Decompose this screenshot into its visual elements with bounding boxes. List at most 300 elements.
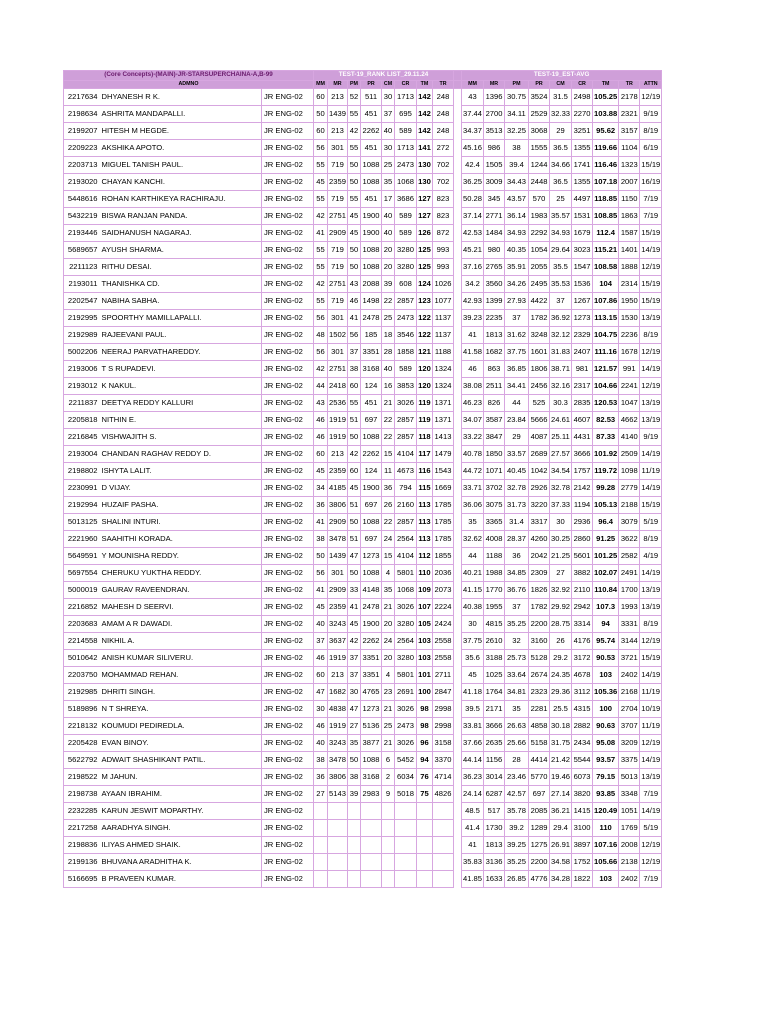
avg-value-cell: 37 bbox=[550, 293, 572, 310]
rank-value-cell: 608 bbox=[395, 276, 417, 293]
rank-value-cell: 60 bbox=[348, 378, 361, 395]
avg-value-cell: 991 bbox=[619, 361, 640, 378]
rank-value-cell: 113 bbox=[417, 514, 433, 531]
table-row bbox=[64, 701, 662, 718]
rank-value-cell: 5801 bbox=[395, 667, 417, 684]
spacer-cell bbox=[454, 803, 462, 820]
avg-value-cell: 15/19 bbox=[640, 497, 662, 514]
rank-value-cell bbox=[433, 837, 454, 854]
rank-value-cell: 2473 bbox=[395, 310, 417, 327]
rank-value-cell: 47 bbox=[348, 701, 361, 718]
rank-value-cell: 3280 bbox=[395, 242, 417, 259]
avg-value-cell: 28.75 bbox=[550, 616, 572, 633]
table-row bbox=[64, 242, 662, 259]
admno-cell: 2214558 bbox=[64, 633, 100, 650]
avg-value-cell: 34.43 bbox=[505, 174, 529, 191]
rank-value-cell: 98 bbox=[417, 718, 433, 735]
table-row bbox=[64, 412, 662, 429]
avg-value-cell: 2835 bbox=[572, 395, 593, 412]
avg-value-cell: 91.25 bbox=[593, 531, 619, 548]
avg-value-cell: 525 bbox=[529, 395, 550, 412]
rank-value-cell: 719 bbox=[328, 293, 348, 310]
avg-value-cell: 33.64 bbox=[505, 667, 529, 684]
rank-value-cell: 35 bbox=[382, 582, 395, 599]
admno-cell: 2198802 bbox=[64, 463, 100, 480]
avg-value-cell: 44 bbox=[505, 395, 529, 412]
spacer-cell bbox=[454, 140, 462, 157]
avg-value-cell: 32.78 bbox=[505, 480, 529, 497]
avg-value-cell: 37.16 bbox=[462, 259, 484, 276]
rank-value-cell: 2262 bbox=[361, 123, 382, 140]
spacer-cell bbox=[454, 412, 462, 429]
section-cell: JR ENG-02 bbox=[262, 735, 314, 752]
avg-value-cell: 40.78 bbox=[462, 446, 484, 463]
avg-value-cell: 986 bbox=[484, 140, 505, 157]
section-cell: JR ENG-02 bbox=[262, 208, 314, 225]
avg-col-header: PM bbox=[505, 81, 529, 89]
avg-value-cell: 1547 bbox=[572, 259, 593, 276]
avg-value-cell: 121.57 bbox=[593, 361, 619, 378]
rank-col-header: PR bbox=[361, 81, 382, 89]
avg-value-cell: 1051 bbox=[619, 803, 640, 820]
avg-value-cell: 2498 bbox=[572, 89, 593, 106]
avg-value-cell: 37.14 bbox=[462, 208, 484, 225]
rank-value-cell: 113 bbox=[417, 531, 433, 548]
avg-value-cell: 103 bbox=[593, 667, 619, 684]
table-row bbox=[64, 548, 662, 565]
avg-value-cell: 32.62 bbox=[462, 531, 484, 548]
rank-value-cell: 42 bbox=[348, 446, 361, 463]
avg-value-cell: 1587 bbox=[619, 225, 640, 242]
table-row bbox=[64, 803, 662, 820]
rank-value-cell: 2751 bbox=[328, 361, 348, 378]
table-row bbox=[64, 735, 662, 752]
avg-value-cell: 3882 bbox=[572, 565, 593, 582]
rank-value-cell: 42 bbox=[348, 123, 361, 140]
avg-value-cell: 2314 bbox=[619, 276, 640, 293]
rank-value-cell: 4838 bbox=[328, 701, 348, 718]
rank-value-cell bbox=[348, 837, 361, 854]
table-row bbox=[64, 837, 662, 854]
rank-value-cell: 1077 bbox=[433, 293, 454, 310]
admno-cell: 2203683 bbox=[64, 616, 100, 633]
rank-value-cell: 248 bbox=[433, 106, 454, 123]
student-name-cell: NITHIN E. bbox=[100, 412, 262, 429]
rank-value-cell: 589 bbox=[395, 208, 417, 225]
rank-value-cell: 38 bbox=[314, 752, 328, 769]
avg-value-cell: 104.66 bbox=[593, 378, 619, 395]
rank-value-cell: 3026 bbox=[395, 599, 417, 616]
avg-value-cell: 45.21 bbox=[462, 242, 484, 259]
spacer-cell bbox=[454, 310, 462, 327]
rank-value-cell bbox=[382, 803, 395, 820]
spacer-cell bbox=[454, 293, 462, 310]
section-cell: JR ENG-02 bbox=[262, 259, 314, 276]
avg-value-cell: 105.36 bbox=[593, 684, 619, 701]
admno-cell: 5000019 bbox=[64, 582, 100, 599]
avg-value-cell: 16/19 bbox=[640, 174, 662, 191]
rank-value-cell: 695 bbox=[395, 106, 417, 123]
avg-value-cell: 2171 bbox=[484, 701, 505, 718]
avg-value-cell: 3251 bbox=[572, 123, 593, 140]
rank-value-cell: 30 bbox=[382, 89, 395, 106]
rank-value-cell: 45 bbox=[348, 616, 361, 633]
student-name-cell: AARADHYA SINGH. bbox=[100, 820, 262, 837]
rank-value-cell: 3478 bbox=[328, 752, 348, 769]
rank-value-cell: 37 bbox=[348, 650, 361, 667]
rank-value-cell: 60 bbox=[314, 123, 328, 140]
avg-value-cell: 3136 bbox=[484, 854, 505, 871]
admno-cell: 2198634 bbox=[64, 106, 100, 123]
spacer-cell bbox=[454, 174, 462, 191]
avg-value-cell: 40.38 bbox=[462, 599, 484, 616]
rank-value-cell: 125 bbox=[417, 242, 433, 259]
spacer-cell bbox=[454, 89, 462, 106]
avg-value-cell: 37.75 bbox=[505, 344, 529, 361]
rank-value-cell bbox=[395, 837, 417, 854]
student-name-cell: AKSHIKA APOTO. bbox=[100, 140, 262, 157]
rank-value-cell: 16 bbox=[382, 378, 395, 395]
avg-value-cell: 5770 bbox=[529, 769, 550, 786]
section-cell: JR ENG-02 bbox=[262, 480, 314, 497]
rank-value-cell: 1919 bbox=[328, 412, 348, 429]
avg-value-cell: 39.5 bbox=[462, 701, 484, 718]
avg-value-cell: 108.85 bbox=[593, 208, 619, 225]
avg-value-cell: 36.76 bbox=[505, 582, 529, 599]
avg-value-cell: 3897 bbox=[572, 837, 593, 854]
rank-value-cell: 2857 bbox=[395, 514, 417, 531]
rank-value-cell: 24 bbox=[382, 633, 395, 650]
avg-value-cell: 1355 bbox=[572, 174, 593, 191]
student-name-cell: KARUN JESWIT MOPARTHY. bbox=[100, 803, 262, 820]
section-cell: JR ENG-02 bbox=[262, 769, 314, 786]
table-row bbox=[64, 565, 662, 582]
rank-value-cell: 40 bbox=[382, 208, 395, 225]
avg-value-cell: 13/19 bbox=[640, 412, 662, 429]
rank-value-cell: 2160 bbox=[395, 497, 417, 514]
table-row bbox=[64, 497, 662, 514]
table-row bbox=[64, 378, 662, 395]
rank-value-cell: 451 bbox=[361, 395, 382, 412]
rank-value-cell bbox=[348, 803, 361, 820]
rank-value-cell bbox=[328, 854, 348, 871]
rank-value-cell: 41 bbox=[314, 225, 328, 242]
avg-value-cell: 113.15 bbox=[593, 310, 619, 327]
avg-value-cell: 27.93 bbox=[505, 293, 529, 310]
rank-value-cell: 3637 bbox=[328, 633, 348, 650]
avg-value-cell: 3317 bbox=[529, 514, 550, 531]
rank-value-cell: 25 bbox=[382, 310, 395, 327]
avg-value-cell: 24.35 bbox=[550, 667, 572, 684]
spacer-cell bbox=[454, 463, 462, 480]
rank-value-cell: 30 bbox=[348, 684, 361, 701]
rank-value-cell bbox=[348, 820, 361, 837]
avg-value-cell: 103.88 bbox=[593, 106, 619, 123]
avg-value-cell: 41 bbox=[462, 837, 484, 854]
student-name-cell: M JAHUN. bbox=[100, 769, 262, 786]
avg-value-cell: 29.4 bbox=[550, 820, 572, 837]
rank-value-cell: 993 bbox=[433, 259, 454, 276]
rank-value-cell: 26 bbox=[382, 497, 395, 514]
avg-value-cell: 1273 bbox=[572, 310, 593, 327]
avg-value-cell: 44.72 bbox=[462, 463, 484, 480]
rank-value-cell bbox=[314, 871, 328, 888]
avg-value-cell: 3560 bbox=[484, 276, 505, 293]
rank-value-cell: 75 bbox=[417, 786, 433, 803]
rank-value-cell bbox=[361, 854, 382, 871]
avg-value-cell: 2771 bbox=[484, 208, 505, 225]
rank-value-cell: 141 bbox=[417, 140, 433, 157]
rank-value-cell bbox=[417, 803, 433, 820]
rank-value-cell bbox=[395, 820, 417, 837]
avg-value-cell: 517 bbox=[484, 803, 505, 820]
avg-col-header: TR bbox=[619, 81, 640, 89]
table-row bbox=[64, 752, 662, 769]
spacer-cell bbox=[454, 71, 462, 81]
rank-value-cell: 1088 bbox=[361, 565, 382, 582]
rank-value-cell: 42 bbox=[314, 361, 328, 378]
rank-value-cell: 50 bbox=[348, 752, 361, 769]
avg-value-cell: 8/19 bbox=[640, 531, 662, 548]
admno-cell: 2216852 bbox=[64, 599, 100, 616]
rank-value-cell: 5801 bbox=[395, 565, 417, 582]
rank-value-cell: 37 bbox=[382, 106, 395, 123]
avg-value-cell: 1826 bbox=[529, 582, 550, 599]
rank-value-cell bbox=[361, 803, 382, 820]
rank-value-cell: 3026 bbox=[395, 395, 417, 412]
table-row bbox=[64, 123, 662, 140]
rank-value-cell: 1088 bbox=[361, 514, 382, 531]
rank-value-cell: 5018 bbox=[395, 786, 417, 803]
avg-value-cell: 21.42 bbox=[550, 752, 572, 769]
student-name-cell: B PRAVEEN KUMAR. bbox=[100, 871, 262, 888]
avg-value-cell: 34.81 bbox=[505, 684, 529, 701]
rank-value-cell: 589 bbox=[395, 361, 417, 378]
student-name-cell: BISWA RANJAN PANDA. bbox=[100, 208, 262, 225]
avg-value-cell: 15/19 bbox=[640, 276, 662, 293]
rank-value-cell: 46 bbox=[348, 293, 361, 310]
section-cell: JR ENG-02 bbox=[262, 157, 314, 174]
avg-value-cell: 1782 bbox=[529, 310, 550, 327]
avg-value-cell: 1955 bbox=[484, 599, 505, 616]
avg-value-cell: 1813 bbox=[484, 837, 505, 854]
spacer-cell bbox=[454, 480, 462, 497]
rank-value-cell: 589 bbox=[395, 225, 417, 242]
rank-value-cell: 697 bbox=[361, 531, 382, 548]
admno-cell: 2198738 bbox=[64, 786, 100, 803]
rank-value-cell bbox=[433, 871, 454, 888]
section-cell: JR ENG-02 bbox=[262, 497, 314, 514]
rank-value-cell: 120 bbox=[417, 361, 433, 378]
rank-value-cell: 55 bbox=[348, 106, 361, 123]
rank-value-cell: 122 bbox=[417, 327, 433, 344]
rank-value-cell: 2857 bbox=[395, 429, 417, 446]
rank-value-cell: 1439 bbox=[328, 548, 348, 565]
avg-value-cell: 4087 bbox=[529, 429, 550, 446]
spacer-cell bbox=[454, 429, 462, 446]
section-cell: JR ENG-02 bbox=[262, 293, 314, 310]
rank-value-cell: 3478 bbox=[328, 531, 348, 548]
avg-value-cell: 36.5 bbox=[550, 174, 572, 191]
rank-value-cell: 113 bbox=[417, 497, 433, 514]
avg-value-cell: 2236 bbox=[619, 327, 640, 344]
student-name-cell: DHRITI SINGH. bbox=[100, 684, 262, 701]
avg-value-cell: 104.75 bbox=[593, 327, 619, 344]
avg-value-cell: 26.85 bbox=[505, 871, 529, 888]
rank-value-cell bbox=[348, 854, 361, 871]
avg-value-cell: 1678 bbox=[619, 344, 640, 361]
rank-value-cell: 33 bbox=[348, 582, 361, 599]
section-cell: JR ENG-02 bbox=[262, 667, 314, 684]
avg-value-cell: 93.57 bbox=[593, 752, 619, 769]
rank-value-cell: 794 bbox=[395, 480, 417, 497]
spacer-cell bbox=[454, 616, 462, 633]
spacer-cell bbox=[454, 667, 462, 684]
avg-value-cell: 42.53 bbox=[462, 225, 484, 242]
avg-value-cell: 3721 bbox=[619, 650, 640, 667]
spacer-cell bbox=[454, 735, 462, 752]
rank-value-cell: 50 bbox=[314, 106, 328, 123]
rank-value-cell: 45 bbox=[348, 225, 361, 242]
rank-value-cell: 50 bbox=[348, 429, 361, 446]
avg-value-cell: 6/19 bbox=[640, 140, 662, 157]
rank-value-cell: 2224 bbox=[433, 599, 454, 616]
rank-value-cell: 213 bbox=[328, 667, 348, 684]
rank-value-cell: 1543 bbox=[433, 463, 454, 480]
table-row bbox=[64, 191, 662, 208]
avg-value-cell: 570 bbox=[529, 191, 550, 208]
admno-header: ADMNO bbox=[64, 81, 314, 89]
avg-value-cell: 1484 bbox=[484, 225, 505, 242]
rank-value-cell: 1137 bbox=[433, 327, 454, 344]
rank-value-cell: 3351 bbox=[361, 667, 382, 684]
avg-value-cell: 105.66 bbox=[593, 854, 619, 871]
avg-value-cell: 2200 bbox=[529, 854, 550, 871]
avg-value-cell: 115.21 bbox=[593, 242, 619, 259]
student-name-cell: Y MOUNISHA REDDY. bbox=[100, 548, 262, 565]
avg-value-cell: 4662 bbox=[619, 412, 640, 429]
avg-value-cell: 4858 bbox=[529, 718, 550, 735]
section-cell: JR ENG-02 bbox=[262, 123, 314, 140]
avg-value-cell: 1150 bbox=[619, 191, 640, 208]
rank-value-cell: 3158 bbox=[433, 735, 454, 752]
spacer-cell bbox=[454, 514, 462, 531]
rank-value-cell: 56 bbox=[314, 344, 328, 361]
avg-value-cell: 39.4 bbox=[505, 157, 529, 174]
student-name-cell: MIGUEL TANISH PAUL. bbox=[100, 157, 262, 174]
avg-value-cell: 1401 bbox=[619, 242, 640, 259]
avg-value-cell: 82.53 bbox=[593, 412, 619, 429]
table-row bbox=[64, 667, 662, 684]
rank-value-cell bbox=[361, 871, 382, 888]
avg-value-cell: 25.73 bbox=[505, 650, 529, 667]
student-name-cell: HUZAIF PASHA. bbox=[100, 497, 262, 514]
rank-value-cell: 127 bbox=[417, 191, 433, 208]
admno-cell: 2193020 bbox=[64, 174, 100, 191]
admno-cell: 5622792 bbox=[64, 752, 100, 769]
rank-value-cell: 2564 bbox=[395, 531, 417, 548]
spacer-cell bbox=[454, 81, 462, 89]
spacer-cell bbox=[454, 871, 462, 888]
avg-value-cell: 107.3 bbox=[593, 599, 619, 616]
avg-value-cell: 3348 bbox=[619, 786, 640, 803]
rank-value-cell: 48 bbox=[314, 327, 328, 344]
rank-value-cell: 22 bbox=[382, 514, 395, 531]
avg-value-cell: 119.72 bbox=[593, 463, 619, 480]
avg-value-cell: 13/19 bbox=[640, 310, 662, 327]
avg-value-cell: 4815 bbox=[484, 616, 505, 633]
rank-value-cell: 1900 bbox=[361, 225, 382, 242]
avg-value-cell: 13/19 bbox=[640, 769, 662, 786]
avg-value-cell: 12/19 bbox=[640, 633, 662, 650]
avg-value-cell: 35 bbox=[462, 514, 484, 531]
avg-value-cell: 30.25 bbox=[550, 531, 572, 548]
rank-value-cell bbox=[417, 871, 433, 888]
avg-value-cell: 35.6 bbox=[462, 650, 484, 667]
avg-value-cell: 2582 bbox=[619, 548, 640, 565]
rank-col-header: CR bbox=[395, 81, 417, 89]
avg-value-cell: 2779 bbox=[619, 480, 640, 497]
rank-value-cell: 119 bbox=[417, 395, 433, 412]
rank-value-cell: 21 bbox=[382, 599, 395, 616]
avg-value-cell: 41.85 bbox=[462, 871, 484, 888]
rank-value-cell: 301 bbox=[328, 140, 348, 157]
spacer-cell bbox=[454, 344, 462, 361]
rank-value-cell: 2998 bbox=[433, 701, 454, 718]
spacer-cell bbox=[454, 752, 462, 769]
avg-value-cell: 15/19 bbox=[640, 225, 662, 242]
rank-value-cell: 55 bbox=[314, 191, 328, 208]
admno-cell: 5448616 bbox=[64, 191, 100, 208]
avg-value-cell: 101.92 bbox=[593, 446, 619, 463]
rank-value-cell: 60 bbox=[348, 463, 361, 480]
rank-value-cell: 21 bbox=[382, 701, 395, 718]
rank-value-cell: 47 bbox=[314, 684, 328, 701]
rank-value-cell: 20 bbox=[382, 616, 395, 633]
rank-value-cell: 3370 bbox=[433, 752, 454, 769]
spacer-cell bbox=[454, 276, 462, 293]
avg-value-cell: 34.41 bbox=[505, 378, 529, 395]
rank-value-cell bbox=[361, 837, 382, 854]
rank-value-cell: 40 bbox=[382, 123, 395, 140]
spacer-cell bbox=[454, 684, 462, 701]
rank-value-cell: 98 bbox=[417, 701, 433, 718]
table-row bbox=[64, 344, 662, 361]
student-name-cell: SHALINI INTURI. bbox=[100, 514, 262, 531]
admno-cell: 2232285 bbox=[64, 803, 100, 820]
rank-value-cell: 213 bbox=[328, 446, 348, 463]
avg-value-cell: 120.53 bbox=[593, 395, 619, 412]
student-name-cell: AMAM A R DAWADI. bbox=[100, 616, 262, 633]
avg-value-cell: 10/19 bbox=[640, 701, 662, 718]
avg-value-cell: 2402 bbox=[619, 871, 640, 888]
avg-value-cell: 7/19 bbox=[640, 208, 662, 225]
rank-value-cell: 43 bbox=[348, 276, 361, 293]
rank-value-cell: 55 bbox=[348, 191, 361, 208]
table-row bbox=[64, 276, 662, 293]
student-name-cell: VISHWAJITH S. bbox=[100, 429, 262, 446]
avg-value-cell: 36.25 bbox=[462, 174, 484, 191]
avg-value-cell: 14/19 bbox=[640, 667, 662, 684]
rank-value-cell: 1371 bbox=[433, 412, 454, 429]
avg-value-cell: 41 bbox=[462, 327, 484, 344]
avg-value-cell: 12/19 bbox=[640, 344, 662, 361]
avg-value-cell: 12/19 bbox=[640, 378, 662, 395]
avg-value-cell: 29 bbox=[550, 123, 572, 140]
section-cell: JR ENG-02 bbox=[262, 650, 314, 667]
avg-value-cell: 110 bbox=[593, 820, 619, 837]
section-cell: JR ENG-02 bbox=[262, 514, 314, 531]
